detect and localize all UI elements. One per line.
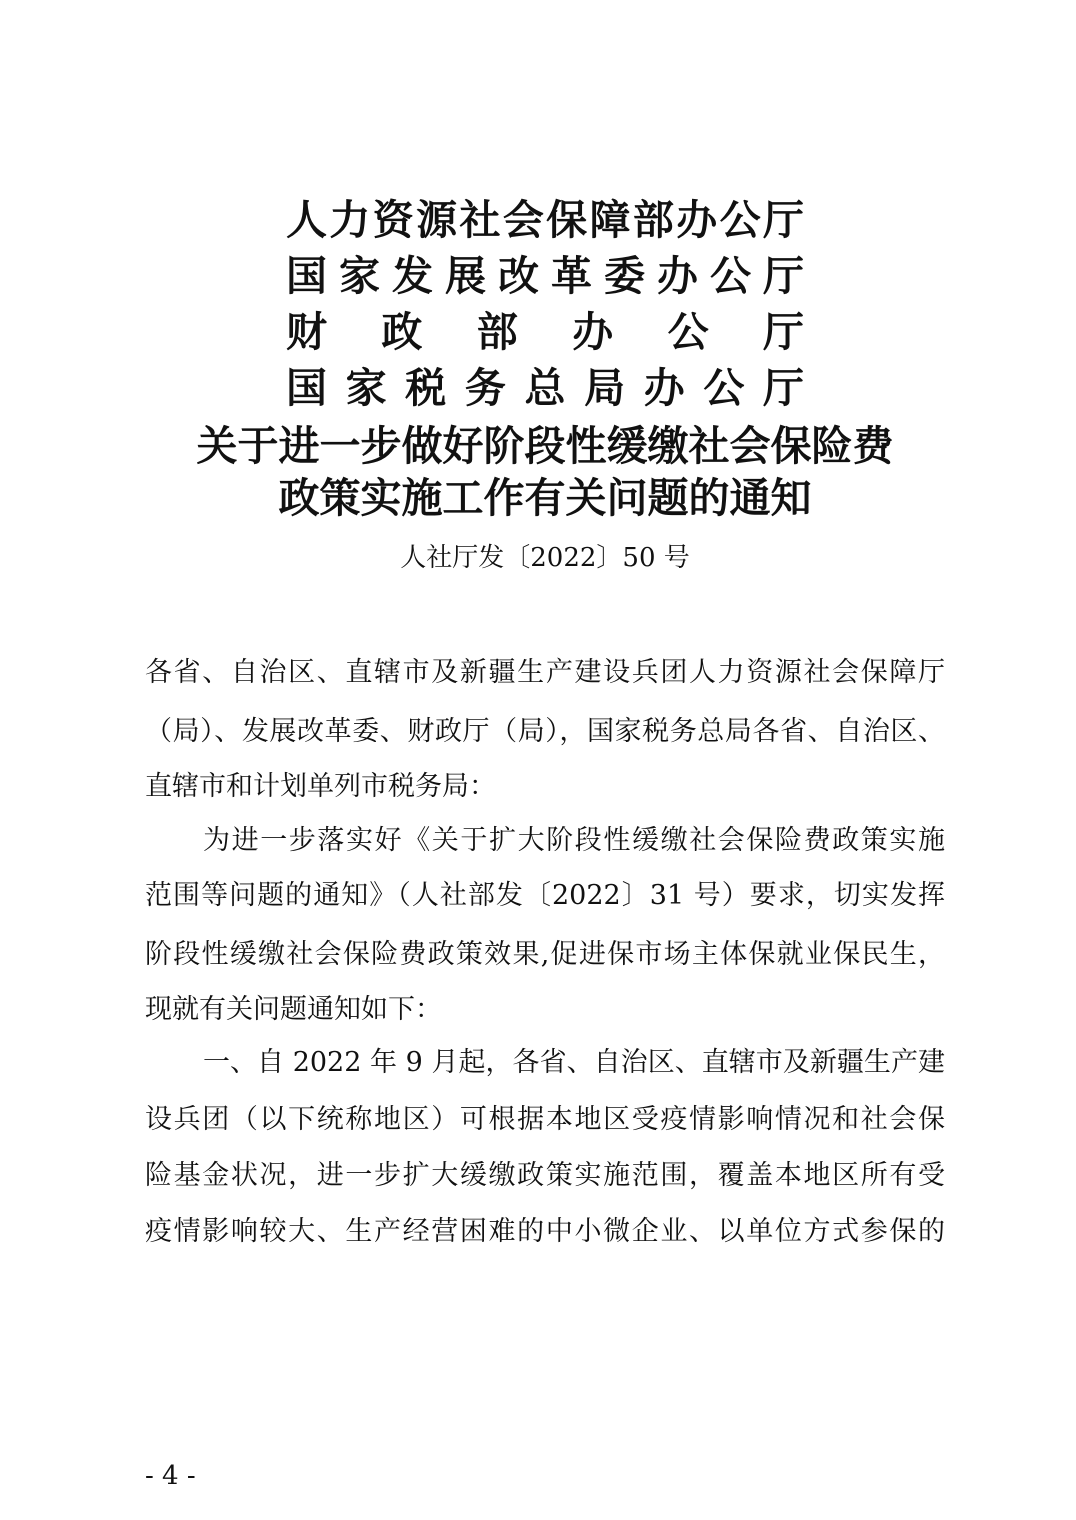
issuer-sat: 国家税务总局办公厅: [286, 364, 804, 412]
issuer-mof: 财政部办公厅: [286, 308, 804, 356]
document-title-line-2: 政策实施工作有关问题的通知: [278, 474, 812, 522]
addressee-line-1: 各省、自治区、直辖市及新疆生产建设兵团人力资源社会保障厅: [145, 657, 945, 688]
paragraph-2-line-4: 疫情影响较大、生产经营困难的中小微企业、以单位方式参保的: [145, 1216, 945, 1247]
document-title-line-1: 关于进一步做好阶段性缓缴社会保险费: [196, 422, 894, 470]
issuer-mohrss: 人力资源社会保障部办公厅: [286, 196, 804, 244]
issuing-authorities: [286, 192, 804, 416]
page-number: - 4 -: [145, 1461, 196, 1491]
paragraph-1-line-1: 为进一步落实好《关于扩大阶段性缓缴社会保险费政策实施: [203, 825, 945, 856]
addressee-line-2: （局）、发展改革委、财政厅（局），国家税务总局各省、自治区、: [145, 716, 945, 747]
addressee-line-3: 直辖市和计划单列市税务局：: [145, 771, 496, 802]
paragraph-1-line-3: 阶段性缓缴社会保险费政策效果,促进保市场主体保就业保民生，: [145, 939, 945, 970]
document-number: 人社厅发〔2022〕50 号: [400, 543, 690, 573]
paragraph-1-line-4: 现就有关问题通知如下：: [145, 994, 442, 1025]
paragraph-2-line-1: 一、自 2022 年 9 月起，各省、自治区、直辖市及新疆生产建: [203, 1047, 945, 1078]
paragraph-2-line-3: 险基金状况，进一步扩大缓缴政策实施范围，覆盖本地区所有受: [145, 1160, 945, 1191]
issuer-ndrc: 国家发展改革委办公厅: [286, 252, 804, 300]
paragraph-2-line-2: 设兵团（以下统称地区）可根据本地区受疫情影响情况和社会保: [145, 1104, 945, 1135]
paragraph-1-line-2: 范围等问题的通知》（人社部发〔2022〕31 号）要求，切实发挥: [145, 880, 945, 911]
